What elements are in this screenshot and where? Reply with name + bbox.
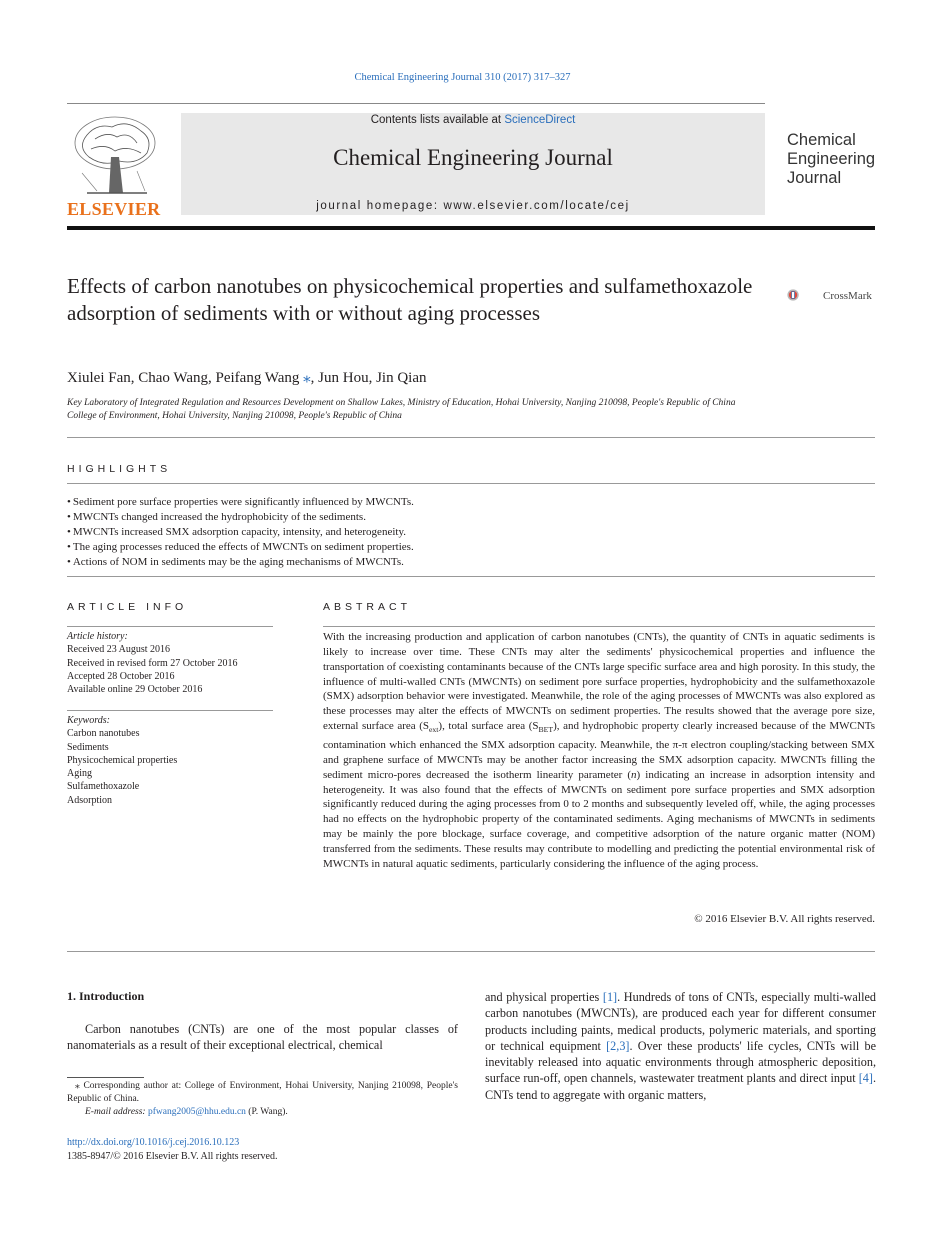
- highlights-heading: HIGHLIGHTS: [67, 463, 172, 475]
- header-thick-rule: [67, 226, 875, 230]
- publisher-name: ELSEVIER: [67, 199, 161, 219]
- citation-link[interactable]: [4]: [858, 1071, 873, 1086]
- affiliations: Key Laboratory of Integrated Regulation and Resources Development on Shallow Lakes, Ministry of Education, Hohai University, Nanjing 210098, People's Republic of China College of Environment, Hohai University, Nanjing 210098, People's Republic of China: [67, 398, 736, 421]
- section-heading: 1. Introduction: [67, 989, 145, 1003]
- page-footer: [67, 1136, 467, 1164]
- header-rule: [67, 103, 765, 104]
- email-link[interactable]: pfwang2005@hhu.edu.cn: [147, 1107, 246, 1117]
- keyword: Sulfamethoxazole: [67, 781, 140, 793]
- footnote-rule: [67, 1077, 144, 1078]
- crossmark-label[interactable]: CrossMark: [823, 290, 872, 302]
- divider: [67, 626, 273, 627]
- divider: [67, 576, 875, 577]
- doi-link[interactable]: http://dx.doi.org/10.1016/j.cej.2016.10.123: [67, 1137, 240, 1148]
- keywords: Keywords: Carbon nanotubes Sediments Physicochemical properties Aging Sulfamethoxazole Adsorption: [67, 714, 277, 807]
- keyword: Carbon nanotubes: [67, 728, 140, 740]
- keyword: Adsorption: [67, 794, 112, 806]
- journal-homepage[interactable]: journal homepage: www.elsevier.com/locate/cej: [316, 200, 630, 212]
- intro-paragraph-right: and physical properties [1]. Hundreds of tons of CNTs, especially multi-walled carbon nanotubes (MWCNTs), are produced each year for different consumer products including paints, medical products, polymeric materials, and sporting or technical equipment [2,3]. Over these products' life cycles, CNTs will be inevitably released into aquatic environments through atmospheric deposition, surface run-off, open channels, wastewater treatment plants and direct input [4]. CNTs tend to aggregate with organic matters,: [485, 990, 876, 1102]
- divider: [67, 710, 273, 711]
- copyright-notice: © 2016 Elsevier B.V. All rights reserved.: [694, 913, 875, 925]
- author-list: Xiulei Fan, Chao Wang, Peifang Wang ⁎, Jun Hou, Jin Qian: [67, 370, 427, 386]
- article-info-heading: ARTICLE INFO: [67, 601, 188, 613]
- citation-link[interactable]: [2,3]: [606, 1038, 630, 1053]
- journal-cover-logo: Chemical Engineering Journal: [787, 131, 876, 187]
- divider: [67, 437, 875, 438]
- abstract-text: With the increasing production and application of carbon nanotubes (CNTs), the quantity of CNTs in aquatic sediments is likely to increase over time. These CNTs may alter the sediments' physicochemical properties and influence the transportation of coexisting contaminants because of the CNTs large specific surface area and high porosity. In this study, the influence of multi-walled CNTs (MWCNTs) on sediment pore surface properties, hydrophobicity and the sulfamethoxazole (SMX) adsorption behavior were investigated. Meanwhile, the role of the aging processes of MWCNTs was also explored as these processes may alter the effects of MWCNTs on sediment properties. The results showed that the average pore size, external surface area $(S_{ext})$, total surface area $(S_{BET})$, and hydrophobic property clearly increased because of the MWCNTs contamination which enhanced the SMX adsorption capacity. Meanwhile, the π-π electron coupling/stacking between SMX and graphene surface of MWCNTs may be another factor increasing the SMX adsorption capacity. MWCNTs filling the sediment micro-pores decreased the isotherm linearity parameter (n) indicating an increase in adsorption intensity and heterogeneity. It was also found that the effects of MWCNTs on sediment pore surface properties and SMX adsorption significantly reduced during the aging processes from 0 to 2 months and subsequently leveled off, while, the aging processes had no effects on the hydrophobic property of the contaminated sediments. Aging mechanisms of MWCNTs in sediments may be mainly the pore blockage, surface coverage, and competitive adsorption of the nature organic matter (NOM) transferred from the sediments. These results may contribute to modelling and predicting the potential environmental risk of MWCNTs in natural aquatic sediments, particularly considering the influence of the aging process.: [323, 631, 875, 870]
- highlight-item: • The aging processes reduced the effects of MWCNTs on sediment properties.: [67, 540, 875, 555]
- article-title: Effects of carbon nanotubes on physicochemical properties and sulfamethoxazole adsorption of sediments with or without aging processes: [67, 274, 753, 325]
- journal-title: Chemical Engineering Journal: [333, 145, 613, 170]
- highlight-item: • Sediment pore surface properties were significantly influenced by MWCNTs.: [67, 495, 875, 510]
- keyword: Physicochemical properties: [67, 754, 178, 766]
- keyword: Aging: [67, 768, 92, 780]
- highlight-item: • Actions of NOM in sediments may be the aging mechanisms of MWCNTs.: [67, 555, 875, 570]
- contents-line: Contents lists available at ScienceDirect: [370, 114, 576, 126]
- crossmark-icon[interactable]: [787, 279, 821, 311]
- abstract-heading: ABSTRACT: [323, 601, 412, 613]
- highlight-item: • MWCNTs increased SMX adsorption capacity, intensity, and heterogeneity.: [67, 525, 875, 540]
- divider: [67, 951, 875, 952]
- journal-reference-link[interactable]: Chemical Engineering Journal 310 (2017) 317–327: [354, 72, 571, 83]
- divider: [323, 626, 875, 627]
- corresponding-author-mark[interactable]: ⁎: [303, 370, 311, 386]
- article-history: Article history: Received 23 August 2016 Received in revised form 27 October 2016 Accepted 28 October 2016 Available online 29 October 2016: [67, 631, 238, 696]
- highlight-item: • MWCNTs changed increased the hydrophobicity of the sediments.: [67, 510, 875, 525]
- keyword: Sediments: [67, 741, 109, 753]
- issn-line: 1385-8947/© 2016 Elsevier B.V. All rights reserved.: [67, 1151, 278, 1162]
- citation-link[interactable]: [1]: [602, 990, 618, 1004]
- divider: [67, 483, 875, 484]
- corresponding-author-footnote: ⁎ Corresponding author at: College of Environment, Hohai University, Nanjing 210098, People's Republic of China. E-mail address: pfwang2005@hhu.edu.cn (P. Wang).: [67, 1081, 458, 1117]
- intro-paragraph-left: Carbon nanotubes (CNTs) are one of the most popular classes of nanomaterials as a result of their exceptional electrical, chemical: [67, 1022, 458, 1053]
- sciencedirect-link[interactable]: ScienceDirect: [504, 114, 576, 126]
- highlights-list: [67, 495, 875, 570]
